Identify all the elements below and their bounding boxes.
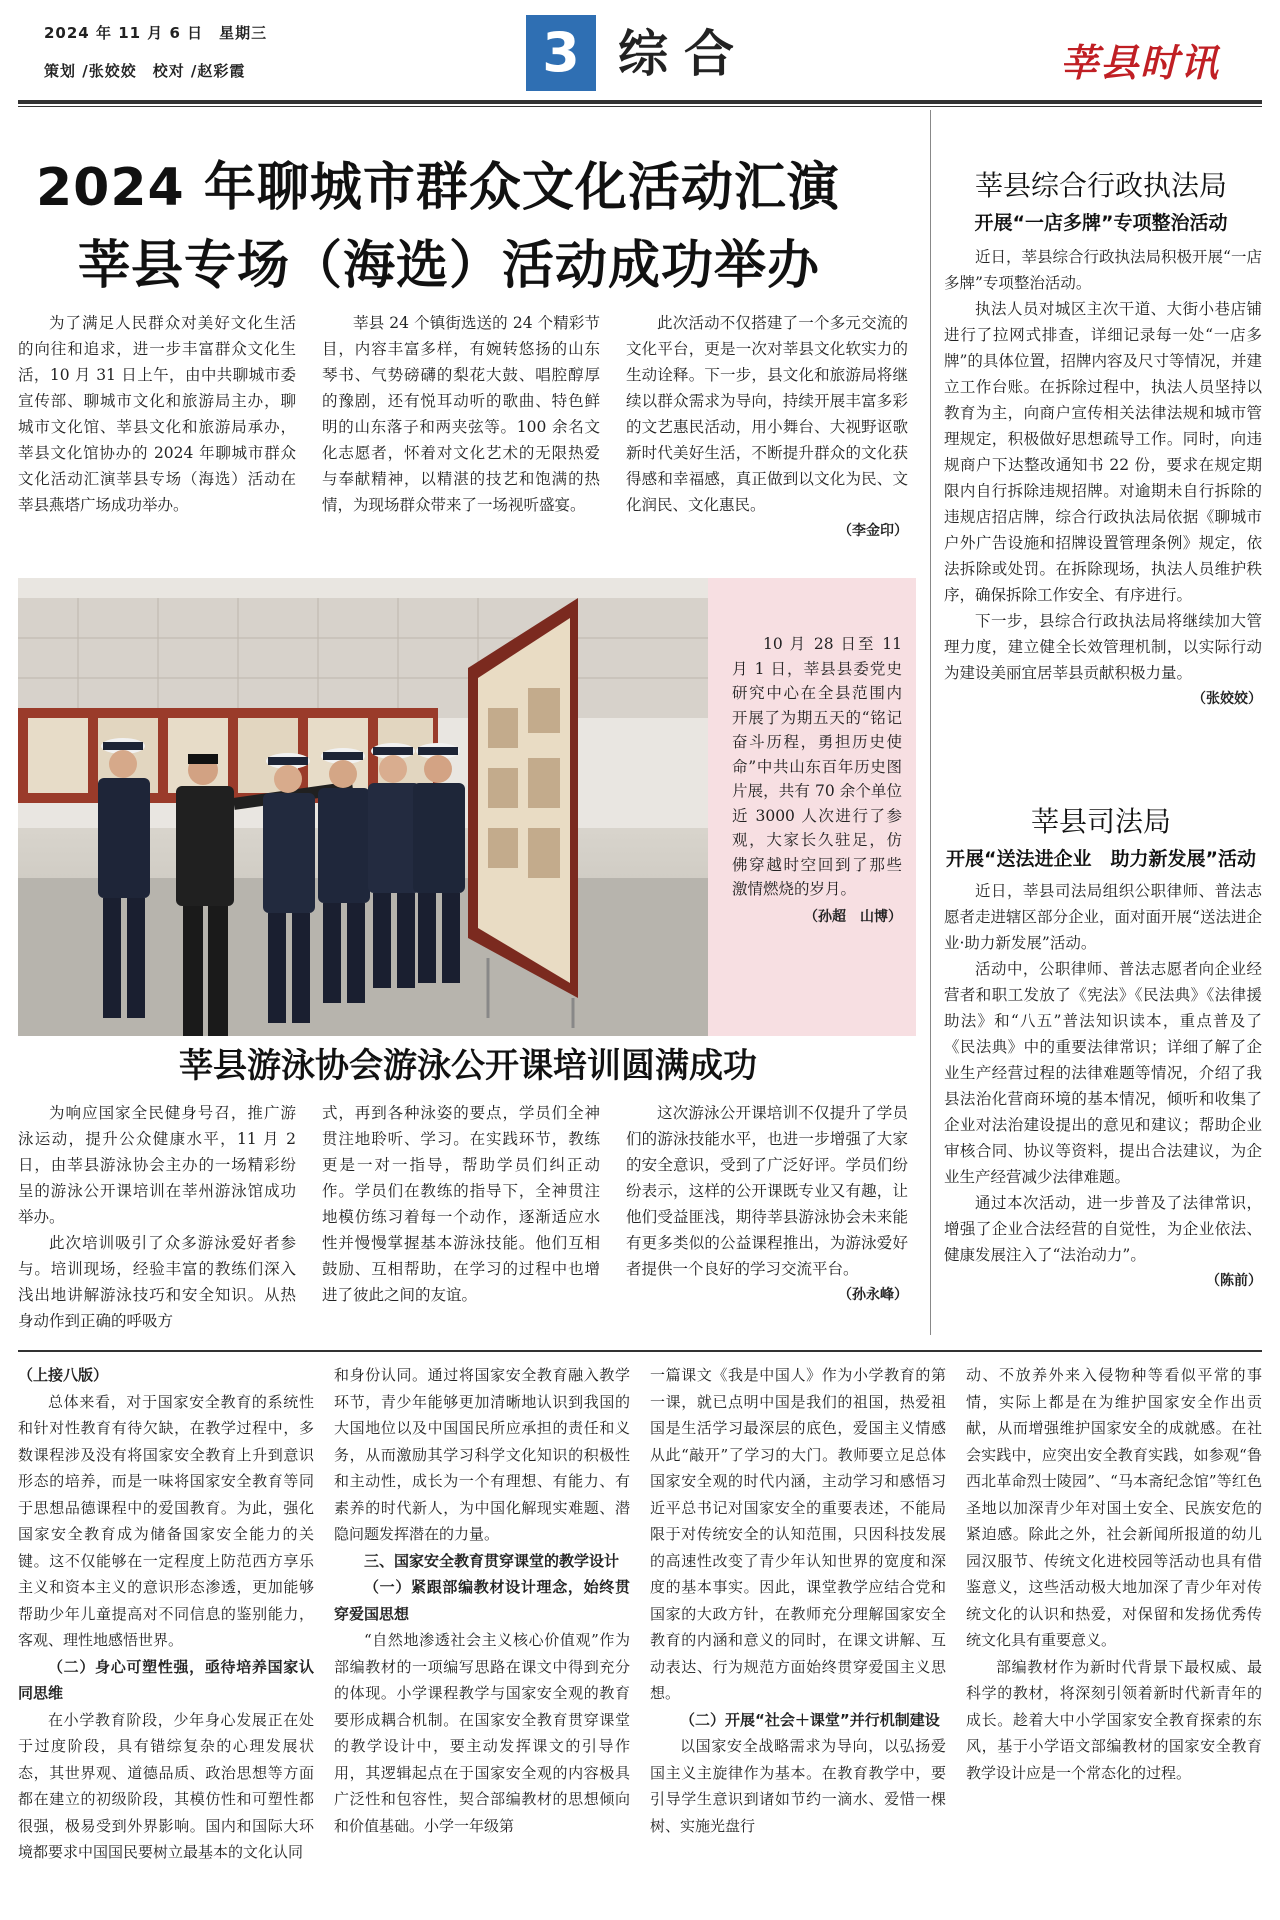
newspaper-logo: 莘县时讯 bbox=[1060, 40, 1221, 85]
continued-subheading: （一）紧跟部编教材设计理念，始终贯穿爱国思想 bbox=[334, 1578, 630, 1623]
continued-column-4 bbox=[966, 1362, 1262, 1786]
continued-paragraph: 和身份认同。通过将国家安全教育融入教学环节，青少年能够更加清晰地认识到我国的大国地位以及中国国民所应承担的责任和义务，从而激励其学习科学文化知识的积极性和主动性，成长为一个有理想、有能力、有素养的时代新人，为中国化解现实难题、潜隐问题发挥潜在的力量。 bbox=[334, 1366, 630, 1543]
article2-paragraph: 此次培训吸引了众多游泳爱好者参与。培训现场，经验丰富的教练们深入浅出地讲解游泳技巧和安全知识。从热身动作到正确的呼吸方 bbox=[18, 1234, 296, 1330]
sidebar1-body bbox=[944, 244, 1262, 712]
exhibition-photo bbox=[18, 578, 708, 1036]
sidebar2-subtitle: 开展“送法进企业 助力新发展”活动 bbox=[946, 848, 1256, 870]
photo-caption-box bbox=[708, 578, 916, 1036]
sidebar2-title: 莘县司法局 bbox=[1030, 805, 1171, 838]
exhibition-photo-illustration bbox=[18, 578, 708, 1036]
continued-paragraph: 总体来看，对于国家安全教育的系统性和针对性教育有待欠缺，在教学过程中，多数课程涉及没有将国家安全教育上升到意识形态的培养，而是一味将国家安全教育等同于思想品德课程中的爱国教育。为此，强化国家安全教育成为储备国家安全能力的关键。这不仅能够在一定程度上防范西方享乐主义和资本主义的意识形态渗透，更加能够帮助少年儿童提高对不同信息的鉴别能力，客观、理性地感悟世界。 bbox=[18, 1392, 314, 1649]
article2-paragraph: 式，再到各种泳姿的要点，学员们全神贯注地聆听、学习。在实践环节，教练更是一对一指导，帮助学员们纠正动作。学员们在教练的指导下，全神贯注地模仿练习着每一个动作，逐渐适应水性并慢慢掌握基本游泳技能。他们互相鼓励、互相帮助，在学习的过程中也增进了彼此之间的友谊。 bbox=[322, 1104, 600, 1304]
article1-signature: （李金印） bbox=[838, 523, 908, 539]
article2-signature: （孙永峰） bbox=[838, 1287, 908, 1303]
jump-label: （上接八版） bbox=[18, 1366, 109, 1384]
sidebar2-paragraph: 活动中，公职律师、普法志愿者向企业经营者和职工发放了《宪法》《民法典》《法律援助法》和“八五”普法知识读本，重点普及了《民法典》中的重要法律常识；详细了解了企业生产经营过程的法律难题等情况，介绍了我县法治化营商环境的基本情况，倾听和收集了企业对法治建设提出的意见和建议；帮助企业审核合同、协议等资料，提出合法建议，为企业生产经营减少法律难题。 bbox=[944, 960, 1262, 1186]
page-number: 3 bbox=[526, 15, 596, 91]
sidebar2-paragraph: 近日，莘县司法局组织公职律师、普法志愿者走进辖区部分企业，面对面开展“送法进企业·助力新发展”活动。 bbox=[944, 882, 1262, 952]
continued-paragraph: 一篇课文《我是中国人》作为小学教育的第一课，就已点明中国是我们的祖国，热爱祖国是生活学习最深层的底色，爱国主义情感从此“敲开”了学习的大门。教师要立足总体国家安全观的时代内涵，主动学习和感悟习近平总书记对国家安全的重要表述，不能局限于对传统安全的认知范围，只因科技发展的高速性改变了青少年认知世界的宽度和深度的基本事实。因此，课堂教学应结合党和国家的大政方针，在教师充分理解国家安全教育的内涵和意义的同时，在课文讲解、互动表达、行为规范方面始终贯穿爱国主义思想。 bbox=[650, 1366, 946, 1702]
sidebar2-body bbox=[944, 878, 1262, 1294]
continued-paragraph: 部编教材作为新时代背景下最权威、最科学的教材，将深刻引领着新时代新青年的成长。趁着大中小学国家安全教育探索的东风，基于小学语文部编教材的国家安全教育教学设计应是一个常态化的过程。 bbox=[966, 1657, 1262, 1782]
article2-headline: 莘县游泳协会游泳公开课培训圆满成功 bbox=[179, 1046, 757, 1086]
article2-paragraph: 为响应国家全民健身号召，推广游泳运动，提升公众健康水平，11 月 2 日，由莘县游泳协会主办的一场精彩纷呈的游泳公开课培训在莘州游泳馆成功举办。 bbox=[18, 1104, 296, 1226]
sidebar1-subtitle: 开展“一店多牌”专项整治活动 bbox=[974, 212, 1228, 234]
article2-paragraph: 这次游泳公开课培训不仅提升了学员们的游泳技能水平，也进一步增强了大家的安全意识，受到了广泛好评。学员们纷纷表示，这样的公开课既专业又有趣，让他们受益匪浅，期待莘县游泳协会未来能有更多类似的公益课程推出，为游泳爱好者提供一个良好的学习交流平台。 bbox=[626, 1104, 908, 1278]
continued-subheading: （二）身心可塑性强，亟待培养国家认同思维 bbox=[18, 1657, 314, 1702]
article2-column-3 bbox=[626, 1100, 908, 1308]
column-separator bbox=[930, 110, 931, 1335]
article1-headline-line2: 莘县专场（海选）活动成功举办 bbox=[78, 236, 821, 296]
continued-paragraph: 动、不放养外来入侵物种等看似平常的事情，实际上都是在为维护国家安全作出贡献，从而增强维护国家安全的成就感。在社会实践中，应突出安全教育实践，如参观“鲁西北革命烈士陵园”、“马本斋纪念馆”等红色圣地以加深青少年对国土安全、民族安危的紧迫感。除此之外，社会新闻所报道的幼儿园汉服节、传统文化进校园等活动也具有借鉴意义，这些活动极大地加深了青少年对传统文化的认识和热爱，对保留和发扬优秀传统文化具有重要意义。 bbox=[966, 1366, 1262, 1649]
article1-column-3 bbox=[626, 310, 908, 544]
continued-subheading: 三、国家安全教育贯穿课堂的教学设计 bbox=[364, 1551, 620, 1570]
continued-column-1 bbox=[18, 1362, 314, 1866]
sidebar1-paragraph: 近日，莘县综合行政执法局积极开展“一店多牌”专项整治活动。 bbox=[944, 248, 1262, 292]
continued-paragraph: 以国家安全战略需求为导向，以弘扬爱国主义主旋律作为基本。在教育教学中，要引导学生意识到诸如节约一滴水、爱惜一棵树、实施光盘行 bbox=[650, 1737, 946, 1835]
continued-column-2 bbox=[334, 1362, 630, 1839]
continued-paragraph: 在小学教育阶段，少年身心发展正在处于过度阶段，具有错综复杂的心理发展状态，其世界观、道德品质、政治思想等方面都在建立的初级阶段，其模仿性和可塑性都很强，极易受到外界影响。国内和国际大环境都要求中国国民要树立最基本的文化认同 bbox=[18, 1710, 314, 1861]
article1-column-2 bbox=[322, 310, 600, 518]
continued-column-3 bbox=[650, 1362, 946, 1839]
article1-column-1 bbox=[18, 310, 296, 518]
section-divider bbox=[18, 1350, 1262, 1352]
article1-paragraph: 此次活动不仅搭建了一个多元交流的文化平台，更是一次对莘县文化软实力的生动诠释。下一步，县文化和旅游局将继续以群众需求为导向，持续开展丰富多彩的文艺惠民活动，用小舞台、大视野讴歌新时代美好生活，不断提升群众的文化获得感和幸福感，真正做到以文化为民、文化润民、文化惠民。 bbox=[626, 314, 908, 514]
editor-credits: 策划 /张姣姣 校对 /赵彩霞 bbox=[44, 62, 246, 80]
sidebar1-paragraph: 下一步，县综合行政执法局将继续加大管理力度，建立健全长效管理机制，以实际行动为建设美丽宜居莘县贡献积极力量。 bbox=[944, 612, 1262, 682]
continued-paragraph: “自然地渗透社会主义核心价值观”作为部编教材的一项编写思路在课文中得到充分的体现。小学课程教学与国家安全观的教育要形成耦合机制。在国家安全教育贯穿课堂的教学设计中，要主动发挥课文的引导作用，其逻辑起点在于国家安全观的内容极具广泛性和包容性，契合部编教材的思想倾向和价值基础。小学一年级第 bbox=[334, 1631, 630, 1835]
photo-caption-signature: （孙超 山博） bbox=[804, 908, 902, 925]
header-rule bbox=[18, 100, 1262, 104]
article1-paragraph: 莘县 24 个镇街选送的 24 个精彩节目，内容丰富多样，有婉转悠扬的山东琴书、气势磅礴的梨花大鼓、唱腔醇厚的豫剧，还有悦耳动听的歌曲、特色鲜明的山东落子和两夹弦等。100 余名文化志愿者，怀着对文化艺术的无限热爱与奉献精神，以精湛的技艺和饱满的热情，为现场群众带来了一场视听盛宴。 bbox=[322, 314, 600, 514]
article2-column-2 bbox=[322, 1100, 600, 1308]
article1-headline-line1: 2024 年聊城市群众文化活动汇演 bbox=[36, 158, 840, 218]
issue-date: 2024 年 11 月 6 日 星期三 bbox=[44, 24, 268, 42]
sidebar1-title: 莘县综合行政执法局 bbox=[974, 169, 1227, 202]
sidebar2-signature: （陈前） bbox=[1206, 1273, 1262, 1289]
sidebar2-paragraph: 通过本次活动，进一步普及了法律常识，增强了企业合法经营的自觉性，为企业依法、健康发展注入了“法治动力”。 bbox=[944, 1194, 1262, 1264]
article1-paragraph: 为了满足人民群众对美好文化生活的向往和追求，进一步丰富群众文化生活，10 月 31 日上午，由中共聊城市委宣传部、聊城市文化和旅游局主办，聊城市文化馆、莘县文化和旅游局承办，莘县文化馆协办的 2024 年聊城市群众文化活动汇演莘县专场（海选）活动在莘县燕塔广场成功举办。 bbox=[18, 314, 296, 514]
header-rule-thin bbox=[18, 106, 1262, 107]
continued-subheading: （二）开展“社会＋课堂”并行机制建设 bbox=[680, 1710, 940, 1729]
photo-caption: 10 月 28 日至 11 月 1 日，莘县县委党史研究中心在全县范围内开展了为期五天的“铭记奋斗历程，勇担历史使命”中共山东百年历史图片展，共有 70 余个单位近 3000 人次进行了参观，大家长久驻足，仿佛穿越时空回到了那些激情燃烧的岁月。 bbox=[732, 635, 902, 898]
sidebar1-paragraph: 执法人员对城区主次干道、大街小巷店铺进行了拉网式排查，详细记录每一处“一店多牌”的具体位置，招牌内容及尺寸等情况，并建立工作台账。在拆除过程中，执法人员坚持以教育为主，向商户宣传相关法律法规和城市管理规定，积极做好思想疏导工作。同时，向违规商户下达整改通知书 22 份，要求在规定期限内自行拆除违规招牌。对逾期未自行拆除的违规店招店牌，综合行政执法局依据《聊城市户外广告设施和招牌设置管理条例》规定，依法拆除或处罚。在拆除现场，执法人员维护秩序，确保拆除工作安全、有序进行。 bbox=[944, 300, 1262, 604]
section-title: 综合 bbox=[618, 25, 750, 83]
article2-column-1 bbox=[18, 1100, 296, 1334]
sidebar1-signature: （张姣姣） bbox=[1192, 691, 1262, 707]
